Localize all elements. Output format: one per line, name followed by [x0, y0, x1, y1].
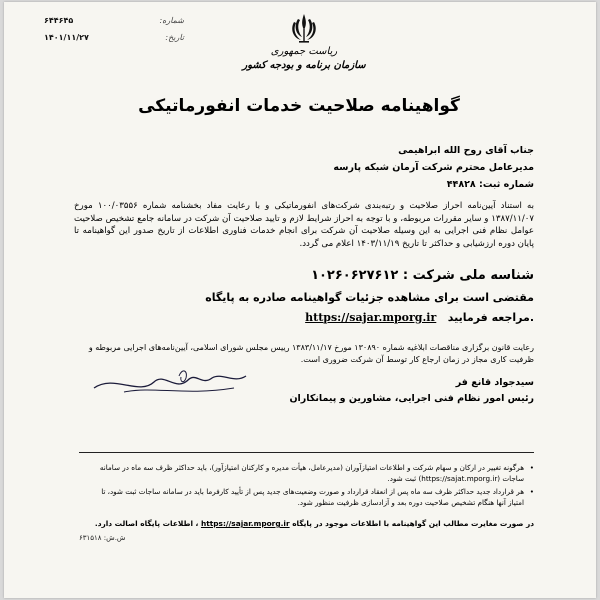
portal-link-row [184, 311, 534, 324]
company-id-value: ۱۰۲۶۰۶۲۷۶۱۲ [311, 268, 399, 283]
note-item [84, 486, 534, 508]
note-text: هر قرارداد جدید حداکثر ظرف سه ماه پس از انعقاد قرارداد و صورت وضعیت‌های جدید پس از تأیید کارفرما باید در سامانه ساجات ثبت شود، تا امتیاز آنها هنگام تشخیص صلاحیت دوره بعد و آزادسازی ظرفیت منظور شود. [101, 487, 524, 507]
signer-title: رئیس امور نظام فنی اجرایی، مشاورین و پیمانکاران [289, 393, 534, 404]
recipient-name: جناب آقای روح الله ابراهیمی [398, 145, 534, 156]
notes-divider [79, 452, 534, 453]
org-line-presidency: ریاست جمهوری [270, 46, 338, 57]
number-row [44, 16, 184, 25]
warning-text-before: در صورت مغایرت مطالب این گواهینامه با اطلاعات موجود در پایگاه [292, 519, 534, 528]
recipient-position: مدیرعامل محترم شرکت آرمان شبکه پارسه [333, 162, 534, 173]
org-line-budget: سازمان برنامه و بودجه کشور [242, 60, 366, 71]
date-label: تاریخ: [165, 33, 184, 42]
iran-emblem-icon [289, 12, 319, 44]
bullet-icon: • [529, 487, 534, 496]
notes-list [84, 462, 534, 508]
recipient-block [84, 142, 534, 193]
note-text: هرگونه تغییر در ارکان و سهام شرکت و اطلاعات امتیازآوران (مدیرعامل، هیأت مدیره و کارکنان امتیازآور)، باید حداکثر ظرف سه ماه در سامانه ساجات (https://sajat.mporg.ir) ثبت شود. [99, 463, 524, 483]
date-value: ۱۴۰۱/۱۱/۲۷ [44, 33, 89, 42]
company-id-label: شناسه ملی شرکت : [402, 268, 534, 283]
portal-link[interactable]: https://sajar.mporg.ir [305, 311, 437, 324]
note-item [84, 462, 534, 484]
date-row [44, 33, 184, 42]
warning-text-after: ، اطلاعات پایگاه اصالت دارد. [94, 519, 199, 528]
validity-warning [79, 519, 534, 528]
company-id-row [224, 268, 534, 283]
details-line: مقتضی است برای مشاهده جزئیات گواهینامه صادره به پایگاه [205, 291, 534, 304]
warning-link[interactable]: https://sajar.mporg.ir [200, 519, 290, 528]
law-notice: رعایت قانون برگزاری مناقصات ابلاغیه شماره ۱۳۰۸۹۰ مورخ ۱۳۸۳/۱۱/۱۷ رییس مجلس شورای اسلامی، آیین‌نامه‌های اجرایی مربوطه و ظرفیت کاری مجاز در زمان ارجاع کار توسط آن شرکت ضروری است. [88, 343, 534, 364]
portal-link-suffix: مراجعه فرمایید. [447, 311, 534, 324]
number-value: ۶۴۴۶۴۵ [44, 16, 74, 25]
bullet-icon: • [529, 463, 534, 472]
page-title: گواهینامه صلاحیت خدمات انفورماتیکی [138, 96, 460, 116]
header-meta [44, 16, 184, 50]
form-code: ش.ش: ۶۳۱۵۱۸ [79, 534, 126, 542]
signer-block [94, 375, 534, 407]
number-label: شماره: [159, 16, 184, 25]
certificate-page [4, 2, 596, 598]
registration-number: شماره ثبت: ۴۴۸۲۸ [446, 179, 534, 190]
certificate-body: به استناد آیین‌نامه احراز صلاحیت و رتبه‌بندی شرکت‌های انفورماتیکی و با رعایت مفاد بخشنامه شماره ۱۰۰/۰۳۵۵۶ مورخ ۱۳۸۷/۱۱/۰۷ و سایر مقررات مربوطه، و با توجه به احراز شرایط لازم و تایید صلاحیت آن شرکت در سامانه جامع تشخیص صلاحیت عوامل نظام فنی اجرایی به این وسیله صلاحیت آن شرکت برای انجام خدمات فناوری اطلاعات از تاریخ صدور این گواهینامه تا پایان دوره ارزشیابی و حداکثر تا تاریخ ۱۴۰۳/۱۱/۱۹ اعلام می گردد. [74, 201, 534, 249]
signer-name: سیدجواد قانع فر [455, 377, 534, 388]
